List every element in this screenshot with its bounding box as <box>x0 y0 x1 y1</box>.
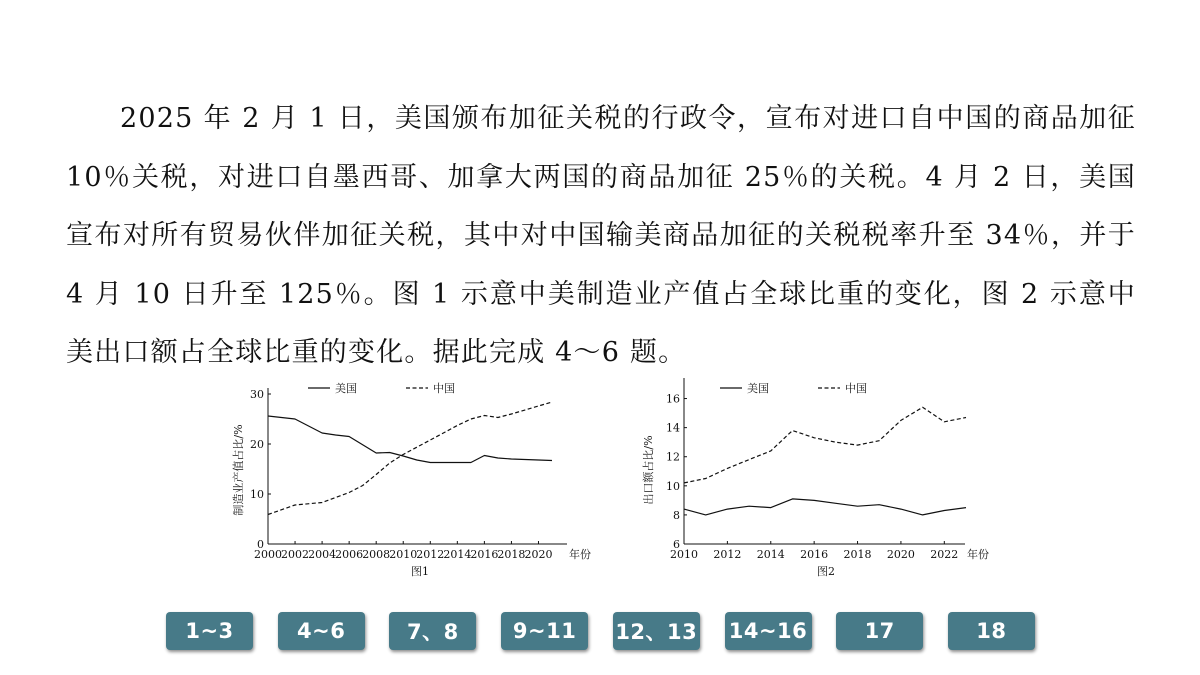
chart-figure-1 <box>230 372 610 584</box>
x-tick-label: 2014 <box>443 548 472 561</box>
chart-title: 图1 <box>411 565 429 578</box>
x-tick-label: 2000 <box>254 548 282 561</box>
x-tick-label: 2002 <box>281 548 310 561</box>
y-axis-label: 出口额占比/% <box>642 435 655 505</box>
series-line-usa <box>268 416 552 463</box>
legend-label: 中国 <box>433 382 455 395</box>
legend-label: 中国 <box>845 382 867 395</box>
legend-label: 美国 <box>747 382 769 395</box>
y-tick-label: 14 <box>666 421 680 435</box>
y-tick-label: 30 <box>250 388 264 401</box>
y-tick-label: 0 <box>257 538 264 551</box>
legend-label: 美国 <box>335 382 357 395</box>
x-tick-label: 2014 <box>756 548 785 561</box>
y-tick-label: 12 <box>666 450 680 464</box>
x-tick-label: 2018 <box>843 548 872 561</box>
y-tick-label: 6 <box>673 538 680 551</box>
x-axis-label: 年份 <box>569 548 591 561</box>
nav-button-3[interactable]: 7、8 <box>389 612 476 650</box>
chart-figure-2 <box>640 372 1010 584</box>
y-tick-label: 10 <box>666 479 680 493</box>
nav-button-5[interactable]: 12、13 <box>613 612 700 650</box>
y-axis-label: 制造业产值占比/% <box>232 424 245 516</box>
series-line-usa <box>684 499 966 515</box>
chart-title: 图2 <box>817 565 835 578</box>
nav-button-6[interactable]: 14~16 <box>725 612 812 650</box>
x-tick-label: 2016 <box>470 548 499 561</box>
x-tick-label: 2010 <box>670 548 698 561</box>
x-tick-label: 2012 <box>416 548 445 561</box>
x-tick-label: 2018 <box>497 548 526 561</box>
nav-button-1[interactable]: 1~3 <box>166 612 253 650</box>
x-tick-label: 2008 <box>362 548 391 561</box>
x-tick-label: 2012 <box>713 548 742 561</box>
y-tick-label: 20 <box>250 438 264 451</box>
nav-button-4[interactable]: 9~11 <box>501 612 588 650</box>
nav-button-2[interactable]: 4~6 <box>278 612 365 650</box>
series-line-china <box>684 407 966 483</box>
x-tick-label: 2010 <box>389 548 418 561</box>
question-passage: 2025 年 2 月 1 日，美国颁布加征关税的行政令，宣布对进口自中国的商品加征 10％关税，对进口自墨西哥、加拿大两国的商品加征 25％的关税。4 月 2 日，美国宣布对所有贸易伙伴加征关税，其中对中国输美商品加征的关税税率升至 34％，并于 4 月 10 日升至 125％。图 1 示意中美制造业产值占全球比重的变化，图 2 示意中美出口额占全球比重的变化。据此完成 4～6 题。 <box>66 103 1136 368</box>
x-tick-label: 2016 <box>800 548 829 561</box>
nav-button-7[interactable]: 17 <box>836 612 923 650</box>
nav-button-8[interactable]: 18 <box>948 612 1035 650</box>
y-tick-label: 10 <box>250 488 264 501</box>
x-tick-label: 2006 <box>335 548 364 561</box>
x-tick-label: 2022 <box>930 548 959 561</box>
x-axis-label: 年份 <box>967 548 989 561</box>
y-tick-label: 8 <box>673 508 680 522</box>
y-tick-label: 16 <box>666 392 680 406</box>
x-tick-label: 2020 <box>524 548 553 561</box>
x-tick-label: 2004 <box>308 548 337 561</box>
x-tick-label: 2020 <box>886 548 915 561</box>
